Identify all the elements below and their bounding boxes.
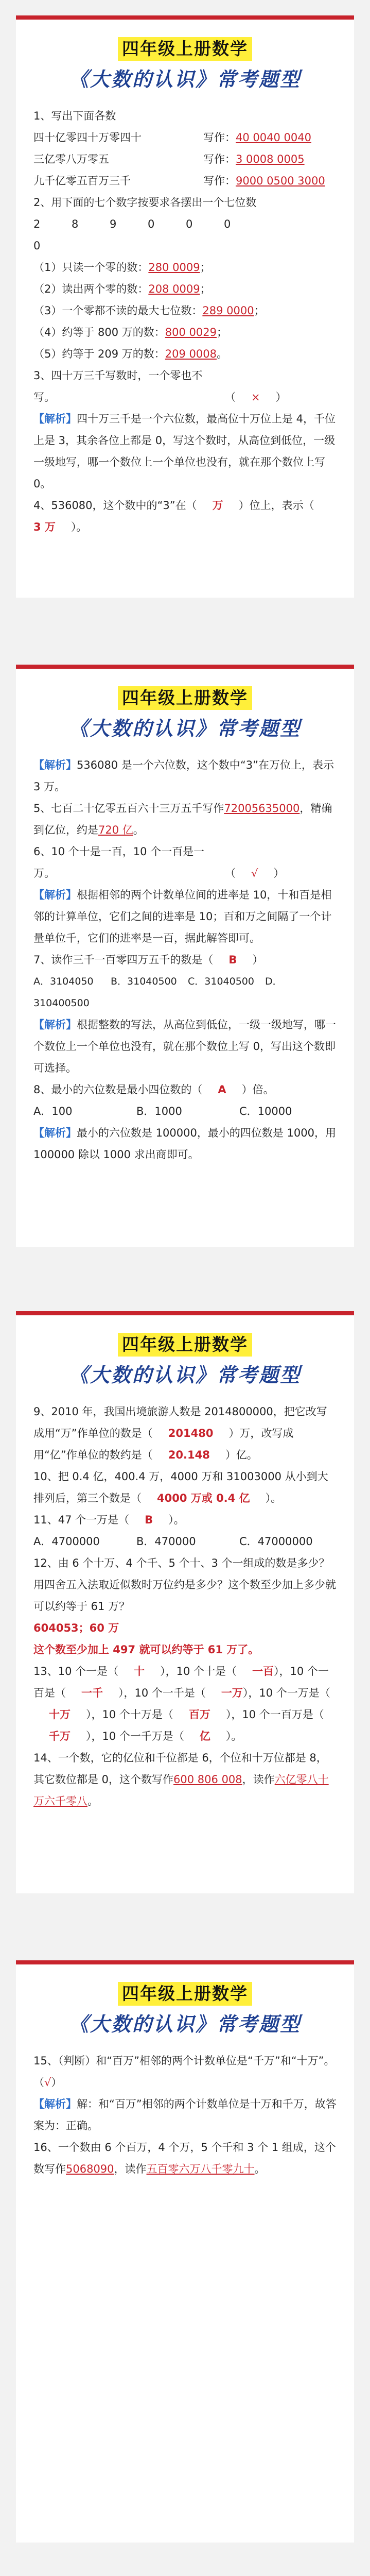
- q11: 11、47 个一万是（ B ）。: [33, 1514, 185, 1526]
- title-block: [33, 37, 337, 94]
- answer: 9000 0500 3000: [236, 175, 325, 187]
- title-block: [33, 1333, 337, 1389]
- question-card-1: [16, 15, 354, 598]
- q7-options: A．3104050 B．31040500 C．31040500 D．310400500: [33, 976, 283, 1009]
- q15: 15、（判断）和“百万”相邻的两个计数单位是“千万”和“十万”。（√）: [33, 2055, 335, 2089]
- q1b: 三亿零八万零五 写作：3 0008 0005: [33, 153, 305, 165]
- q2-2: （2）读出两个零的数：208 0009；: [33, 283, 211, 295]
- q2-digits: 2 8 9 0 0 0: [33, 218, 231, 230]
- q2-3: （3）一个零都不读的最大七位数：289 0000；: [33, 304, 265, 317]
- answer: 40 0040 0040: [236, 131, 311, 144]
- q16: 16、一个数由 6 个百万，4 个万，5 个千和 3 个 1 组成，这个数写作5068090，读作五百零六万八千零九十。: [33, 2141, 336, 2175]
- q1c: 九千亿零五百万三千 写作：9000 0500 3000: [33, 175, 325, 187]
- q6-analysis: 【解析】根据相邻的两个计数单位间的进率是 10，十和百是相邻的计算单位，它们之间的进率是 10；百和万之间隔了一个计量单位千，它们的进率是一百，据此解答即可。: [33, 889, 332, 944]
- q8-analysis: 【解析】最小的六位数是 100000，最小的四位数是 1000，用 100000 除以 1000 求出商即可。: [33, 1127, 336, 1161]
- page-subtitle: 《大数的认识》常考题型: [68, 1363, 301, 1386]
- page-subtitle: 《大数的认识》常考题型: [68, 717, 301, 740]
- q2-4: （4）约等于 800 万的数：800 0029；: [33, 326, 227, 338]
- q8: 8、最小的六位数是最小四位数的（ A ）倍。: [33, 1083, 274, 1096]
- q1-head: 1、写出下面各数: [33, 110, 116, 122]
- page-subtitle: 《大数的认识》常考题型: [68, 2012, 301, 2036]
- q9: 9、2010 年，我国出境旅游人数是 2014800000，把它改写成用“万”作单位的数是（ 201480 ）万，改写成用“亿”作单位的数约是（ 20.148 ）亿。: [33, 1405, 327, 1461]
- answer: ×: [251, 391, 260, 403]
- page-title: 四年级上册数学: [118, 37, 252, 61]
- q1a: 四十亿零四十万零四十 写作：40 0040 0040: [33, 131, 311, 144]
- q3-analysis: 【解析】四十万三千是一个六位数，最高位十万位上是 4，千位上是 3，其余各位上都是 0，写这个数时，从高位到低位，一级一级地写，哪一个数位上一个单位也没有，就在那个数位上写 0。: [33, 413, 336, 490]
- q12-answer-2: 这个数至少加上 497 就可以约等于 61 万了。: [33, 1643, 259, 1656]
- question-card-2: [16, 665, 354, 1247]
- title-block: [33, 686, 337, 743]
- q4: 4、536080，这个数中的“3”在（ 万 ）位上，表示（3 万 ）。: [33, 499, 314, 533]
- q6-tail: 万。 （ √ ）: [33, 867, 285, 879]
- answer: √: [251, 867, 258, 879]
- q5: 5、七百二十亿零五百六十三万五千写作72005635000，精确到亿位，约是720 亿。: [33, 802, 332, 836]
- question-card-4: [16, 1960, 354, 2543]
- page-subtitle: 《大数的认识》常考题型: [68, 67, 301, 91]
- q3: 3、四十万三千写数时，一个零也不: [33, 369, 203, 382]
- q12-answer-1: 604053；60 万: [33, 1622, 119, 1634]
- q6: 6、10 个十是一百，10 个一百是一: [33, 845, 205, 858]
- q14: 14、一个数，它的亿位和千位都是 6，个位和十万位都是 8，其它数位都是 0，这个数写作600 806 008，读作六亿零八十万六千零八。: [33, 1752, 329, 1807]
- q2-last-digit: 0: [33, 240, 41, 252]
- q8-options: A．100 B．1000 C．10000: [33, 1105, 292, 1117]
- page-title: 四年级上册数学: [118, 1333, 252, 1357]
- q7: 7、读作三千一百零四万五千的数是（ B ）: [33, 954, 263, 966]
- q12: 12、由 6 个十万、4 个千、5 个十、3 个一组成的数是多少？用四舍五入法取近似数时万位约是多少？这个数至少加上多少就可以约等于 61 万？: [33, 1557, 336, 1613]
- q2-head: 2、用下面的七个数字按要求各摆出一个七位数: [33, 196, 257, 209]
- q11-options: A．4700000 B．470000 C．47000000: [33, 1535, 313, 1548]
- q15-analysis: 【解析】解：和“百万”相邻的两个计数单位是十万和千万，故答案为：正确。: [33, 2098, 337, 2132]
- q3-tail: 写。 （ × ）: [33, 391, 287, 403]
- question-card-3: [16, 1311, 354, 1893]
- q2-5: （5）约等于 209 万的数：209 0008。: [33, 348, 227, 360]
- q2-1: （1）只读一个零的数：280 0009；: [33, 261, 211, 274]
- q7-analysis: 【解析】根据整数的写法，从高位到低位，一级一级地写，哪一个数位上一个单位也没有，就在那个数位上写 0，写出这个数即可选择。: [33, 1019, 336, 1074]
- q13: 13、10 个一是（ 十 ），10 个十是（ 一百），10 个一百是（ 一千 ），10 个一千是（ 一万），10 个一万是（十万 ），10 个十万是（ 百万 ），10 个一百万是（千万 ），10 个一千万是（ 亿 ）。: [33, 1665, 330, 1742]
- page-title: 四年级上册数学: [118, 686, 252, 710]
- title-block: [33, 1982, 337, 2039]
- q10: 10、把 0.4 亿，400.4 万，4000 万和 31003000 从小到大排列后，第三个数是（ 4000 万或 0.4 亿 ）。: [33, 1470, 328, 1504]
- q4-analysis: 【解析】536080 是一个六位数，这个数中“3”在万位上，表示 3 万。: [33, 759, 334, 793]
- page-title: 四年级上册数学: [118, 1982, 252, 2006]
- answer: 3 0008 0005: [236, 153, 305, 165]
